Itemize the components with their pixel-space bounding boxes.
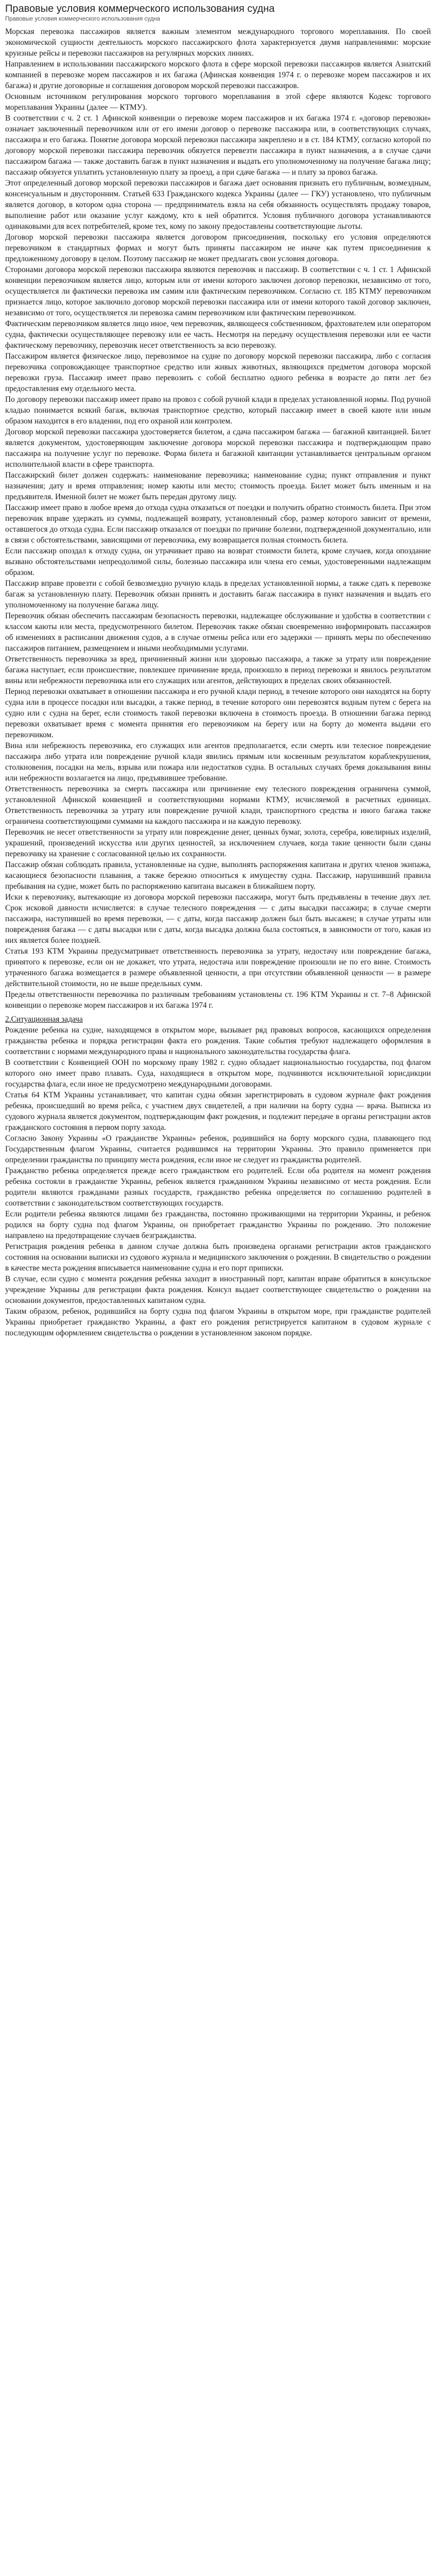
paragraph: Этот определенный договор морской перевозки пассажиров и багажа дает основания признать его публичным, возмездным, консенсуальным и двусторонним. Статьей 633 Гражданского кодекса Украины (далее — ГКУ) установлено, что публичным является договор, в котором одна сторона — предприниматель взяла на себя обязанность осуществлять продажу товаров, выполнение работ или оказание услуг каждому, кто к ней обратится. Условия публичного договора устанавливаются одинаковыми для всех потребителей, кроме тех, кому по закону предоставлены соответствующие льготы. <box>5 179 431 231</box>
page-title: Правовые условия коммерческого использования судна <box>5 3 275 14</box>
paragraph: По договору перевозки пассажир имеет право на провоз с собой ручной клади в пределах установленной нормы. Под ручной кладью понимается всякий багаж, включая транспортное средство, который пассажир имеет в своей каюте или иным образом находится в его владении, под его охраной или контролем. <box>5 395 431 426</box>
paragraph: Основным источником регулирования морского торгового мореплавания в этой сфере являются Кодекс торгового мореплавания Украины (далее — КТМУ). <box>5 92 431 112</box>
paragraph: Статья 193 КТМ Украины предусматривает ответственность перевозчика за утрату, недостачу или повреждение багажа, принятого к перевозке, если он не докажет, что утрата, недостача или повреждение произошли не по его вине. Стоимость утраченного багажа возмещается в размере объявленной ценности, а при отсутствии объявленной ценности — в размере действительной стоимости, но не выше предельных сумм. <box>5 947 431 988</box>
paragraph: Ответственность перевозчика за смерть пассажира или причинение ему телесного повреждения ограничена суммой, установленной Афинской конвенцией и соответствующими нормами КТМУ, исчисляемой в расчетных единицах. Ответственность перевозчика за утрату или повреждение ручной клади, транспортного средства и иного багажа также ограничена соответствующими суммами на каждого пассажира и на каждую перевозку. <box>5 785 431 826</box>
paragraph: В случае, если судно с момента рождения ребенка заходит в иностранный порт, капитан вправе обратиться в консульское учреждение Украины для регистрации факта рождения. Консул выдает соответствующее свидетельство о рождении на основании документов, предоставленных капитаном судна. <box>5 1275 431 1305</box>
paragraph: Пассажир обязан соблюдать правила, установленные на судне, выполнять распоряжения капитана и других членов экипажа, касающиеся безопасности плавания, а также бережно относиться к имуществу судна. Пассажир, нарушивший правила пребывания на судне, может быть по распоряжению капитана высажен в ближайшем порту. <box>5 860 431 891</box>
paragraph: Период перевозки охватывает в отношении пассажира и его ручной клади период, в течение которого они находятся на борту судна или в процессе посадки или высадки, а также период, в течение которого они перевозятся водным путем с берега на судно или с судна на берег, если стоимость такой перевозки включена в стоимость проезда. В отношении багажа период перевозки охватывает время с момента принятия его перевозчиком на берегу или на борту до момента выдачи его перевозчиком. <box>5 687 431 739</box>
paragraph: Пассажирский билет должен содержать: наименование перевозчика; наименование судна; пункт отправления и пункт назначения; дату и время отправления; номер каюты или место; стоимость проезда. Билет может быть именным и на предъявителя. Именной билет не может быть передан другому лицу. <box>5 471 431 501</box>
paragraph: Пассажир имеет право в любое время до отхода судна отказаться от поездки и получить обратно стоимость билета. При этом перевозчик вправе удержать из суммы, подлежащей возврату, установленный сбор, размер которого зависит от времени, оставшегося до отхода судна. Если пассажир отказался от поездки по причине болезни, подтвержденной документально, или в связи с обстоятельствами, зависящими от перевозчика, ему возвращается полная стоимость билета. <box>5 503 431 545</box>
paragraph: Морская перевозка пассажиров является важным элементом международного торгового мореплавания. По своей экономической сущности деятельность морского пассажирского флота характеризуется двумя направлениями: морские круизные рейсы и перевозки пассажиров на регулярных морских линиях. <box>5 27 431 58</box>
paragraph: Регистрация рождения ребенка в данном случае должна быть произведена органами регистрации актов гражданского состояния на основании выписки из судового журнала и медицинского заключения о рождении. В свидетельство о рождении в качестве места рождения вписывается наименование судна и его порт приписки. <box>5 1242 431 1273</box>
paragraph: Если пассажир опоздал к отходу судна, он утрачивает право на возврат стоимости билета, кроме случаев, когда опоздание вызвано обстоятельствами непреодолимой силы, болезнью пассажира или члена его семьи, удостоверенными надлежащим образом. <box>5 547 431 577</box>
paragraph: Таким образом, ребенок, родившийся на борту судна под флагом Украины в открытом море, при гражданстве родителей Украины приобретает гражданство Украины, а факт его рождения регистрируется капитаном в судовом журнале с последующим оформлением свидетельства о рождении в установленном законом порядке. <box>5 1307 431 1337</box>
section-2 <box>5 1025 431 1338</box>
paragraph: В соответствии с ч. 2 ст. 1 Афинской конвенции о перевозке морем пассажиров и их багажа 1974 г. «договор перевозки» означает заключенный перевозчиком или от его имени договор о перевозке пассажира или, в соответствующих случаях, пассажира и его багажа. Понятие договора морской перевозки пассажира закреплено и в ст. 184 КТМУ, согласно которой по договору морской перевозки пассажира перевозчик обязуется перевезти пассажира в пункт назначения, а в случае сдачи пассажиром багажа — также доставить багаж в пункт назначения и выдать его уполномоченному на получение багажа лицу; пассажир обязуется уплатить установленную плату за проезд, а при сдаче багажа — и плату за провоз багажа. <box>5 114 431 177</box>
paragraph: Сторонами договора морской перевозки пассажира являются перевозчик и пассажир. В соответствии с ч. 1 ст. 1 Афинской конвенции перевозчиком является лицо, которым или от имени которого заключен договор перевозки, независимо от того, осуществляется ли фактически перевозка им самим или фактическим перевозчиком. Согласно ст. 185 КТМУ перевозчиком признается лицо, которое заключило договор морской перевозки пассажира или от имени которого такой договор заключен, независимо от того, осуществляется ли перевозка самим перевозчиком или фактическим перевозчиком. <box>5 265 431 317</box>
paragraph: В соответствии с Конвенцией ООН по морскому праву 1982 г. судно обладает национальностью государства, под флагом которого оно имеет право плавать. Суда, находящиеся в открытом море, подчиняются исключительной юрисдикции государства флага, если иное не предусмотрено международными договорами. <box>5 1058 431 1089</box>
paragraph: Если родители ребенка являются лицами без гражданства, постоянно проживающими на территории Украины, и ребенок родился на борту судна под флагом Украины, он приобретает гражданство Украины по рождению. Это положение направлено на предотвращение случаев безгражданства. <box>5 1210 431 1240</box>
paragraph: Договор морской перевозки пассажира является договором присоединения, поскольку его условия определяются перевозчиком в стандартных формах и могут быть приняты пассажиром не иначе как путем присоединения к предложенному договору в целом. Поэтому пассажир не может предлагать свои условия договора. <box>5 233 431 263</box>
paragraph: Перевозчик обязан обеспечить пассажирам безопасность перевозки, надлежащее обслуживание и удобства в соответствии с классом каюты или места, предусмотренного билетом. Перевозчик также обязан своевременно информировать пассажиров об изменениях в расписании движения судов, а в случае отмены рейса или его задержки — принять меры по обеспечению пассажиров питанием, размещением и иными необходимыми услугами. <box>5 612 431 653</box>
paragraph: Пассажир вправе провезти с собой безвозмездно ручную кладь в пределах установленной нормы, а также сдать к перевозке багаж за установленную плату. Перевозчик обязан принять и доставить багаж пассажира в пункт назначения и выдать его уполномоченному на получение багажа лицу. <box>5 579 431 609</box>
section-heading: 2.Ситуационная задача <box>5 1015 83 1024</box>
page-subtitle: Правовые условия коммерческого использования судна <box>5 16 161 22</box>
paragraph: Рождение ребенка на судне, находящемся в открытом море, вызывает ряд правовых вопросов, касающихся определения гражданства ребенка и порядка регистрации факта его рождения. Такие события требуют надлежащего оформления в соответствии с нормами международного права и национального законодательства государства флага. <box>5 1026 431 1056</box>
paragraph: Пассажиром является физическое лицо, перевозимое на судне по договору морской перевозки пассажира, либо с согласия перевозчика сопровождающее транспортное средство или живых животных, являющихся предметом договора морской перевозки груза. Пассажир имеет право перевозить с собой бесплатно одного ребенка в возрасте до пяти лет без предоставления ему отдельного места. <box>5 352 431 393</box>
paragraph: Гражданство ребенка определяется прежде всего гражданством его родителей. Если оба родителя на момент рождения ребенка состояли в гражданстве Украины, ребенок является гражданином Украины независимо от места рождения. Если родители являются гражданами разных государств, гражданство ребенка определяется по соглашению родителей в соответствии с законодательством соответствующих государств. <box>5 1166 431 1208</box>
paragraph: Договор морской перевозки пассажира удостоверяется билетом, а сдача пассажиром багажа — багажной квитанцией. Билет является документом, удостоверяющим заключение договора морской перевозки пассажира и подтверждающим право пассажира на получение услуг по перевозке. Форма билета и багажной квитанции устанавливается центральным органом исполнительной власти в сфере транспорта. <box>5 428 431 469</box>
paragraph: Согласно Закону Украины «О гражданстве Украины» ребенок, родившийся на борту морского судна, плавающего под Государственным флагом Украины, считается родившимся на территории Украины. Это правило применяется при определении гражданства по принципу места рождения, если иное не следует из гражданства родителей. <box>5 1134 431 1164</box>
paragraph: Пределы ответственности перевозчика по различным требованиям установлены ст. 196 КТМ Украины и ст. 7–8 Афинской конвенции о перевозке морем пассажиров и их багажа 1974 г. <box>5 990 431 1010</box>
document-body <box>5 26 431 1338</box>
paragraph: Перевозчик не несет ответственности за утрату или повреждение денег, ценных бумаг, золота, серебра, ювелирных изделий, украшений, произведений искусства или других ценностей, за исключением случаев, когда такие ценности были сданы перевозчику на хранение с согласованной целью их сохранности. <box>5 828 431 858</box>
section-1 <box>5 26 431 1011</box>
paragraph: Вина или небрежность перевозчика, его служащих или агентов предполагается, если смерть или телесное повреждение пассажира либо утрата или повреждение ручной клади явились прямым или косвенным результатом кораблекрушения, столкновения, посадки на мель, взрыва или пожара или недостатков судна. В остальных случаях бремя доказывания вины или небрежности возлагается на лицо, предъявившее требование. <box>5 741 431 783</box>
paragraph: Направлением в использовании пассажирского морского флота в сфере морской перевозки пассажиров является Азиатский компанией в перевозке морем пассажиров и их багажа (Афинская конвенция 1974 г. о перевозке морем пассажиров и их багажа) и другие договорные и соглашения договором морской перевозки пассажиров. <box>5 60 431 90</box>
paragraph: Фактическим перевозчиком является лицо иное, чем перевозчик, являющееся собственником, фрахтователем или оператором судна, фактически осуществляющее перевозку или ее часть. Несмотря на передачу осуществления перевозки или ее части фактическому перевозчику, перевозчик несет ответственность за всю перевозку. <box>5 319 431 350</box>
paragraph: Ответственность перевозчика за вред, причиненный жизни или здоровью пассажира, а также за утрату или повреждение багажа наступает, если происшествие, повлекшее причинение вреда, произошло в период перевозки и явилось результатом вины или небрежности перевозчика или его служащих или агентов, действующих в пределах своих обязанностей. <box>5 655 431 685</box>
paragraph: Статья 64 КТМ Украины устанавливает, что капитан судна обязан зарегистрировать в судовом журнале факт рождения ребенка, происшедший во время рейса, с участием двух свидетелей, а при наличии на борту судна — врача. Выписка из судового журнала является документом, подтверждающим факт рождения, и подлежит передаче в органы регистрации актов гражданского состояния в первом порту захода. <box>5 1091 431 1132</box>
paragraph: Иски к перевозчику, вытекающие из договора морской перевозки пассажира, могут быть предъявлены в течение двух лет. Срок исковой давности исчисляется: в случае телесного повреждения — с даты высадки пассажира; в случае смерти пассажира, наступившей во время перевозки, — с даты, когда пассажир должен был быть высажен; в случае утраты или повреждения багажа — с даты высадки или с даты, когда высадка должна была состояться, в зависимости от того, какая из них является более поздней. <box>5 893 431 945</box>
